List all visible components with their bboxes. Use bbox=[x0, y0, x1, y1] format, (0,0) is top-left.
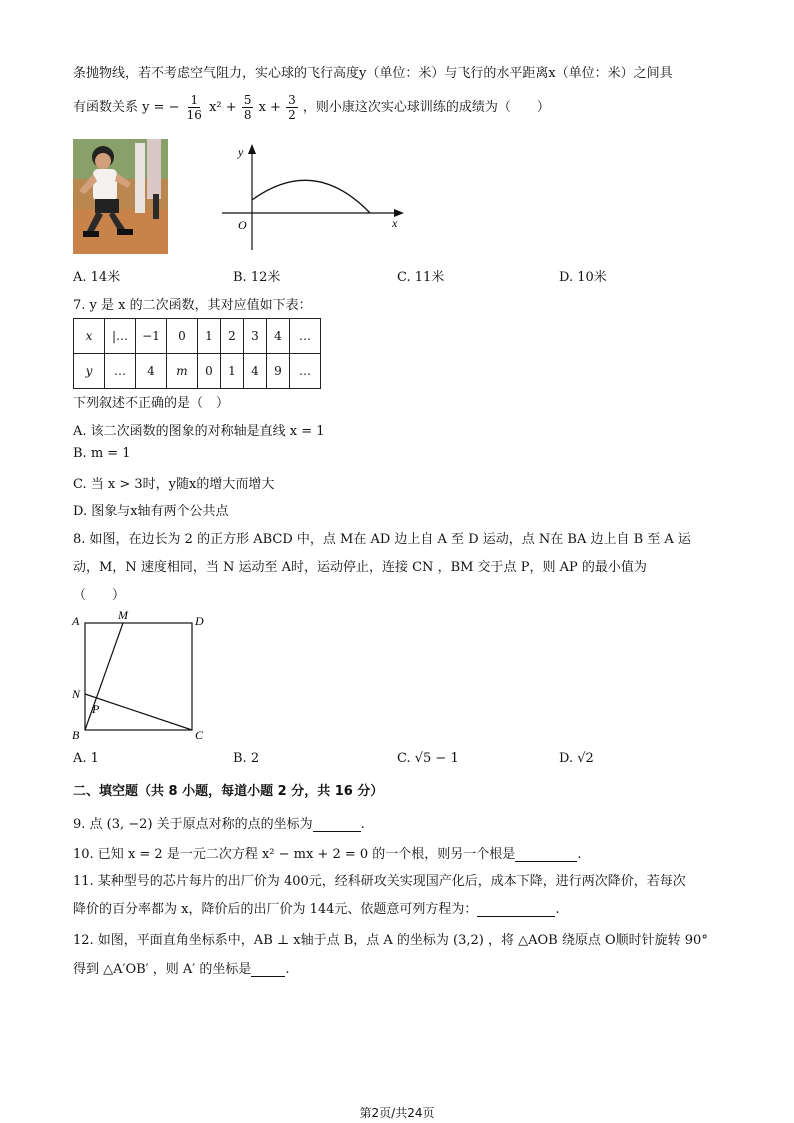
student-photo bbox=[73, 139, 168, 254]
table-cell: y bbox=[74, 354, 105, 389]
q6-line2 bbox=[73, 90, 550, 126]
q9-period: . bbox=[360, 817, 365, 832]
q7-option-a: A. 该二次函数的图象的对称轴是直线 x = 1 bbox=[73, 424, 325, 439]
table-cell: … bbox=[290, 319, 321, 354]
square-diagram bbox=[68, 605, 218, 745]
q12-line2 bbox=[73, 958, 290, 977]
square-abcd bbox=[85, 623, 192, 730]
q7-option-b: B. m = 1 bbox=[73, 446, 131, 461]
q8-option-b: B. 2 bbox=[233, 751, 260, 766]
label-d: D bbox=[195, 614, 204, 628]
q8-option-d: D. √2 bbox=[559, 751, 594, 766]
label-b: B bbox=[72, 728, 80, 742]
table-cell: x bbox=[74, 319, 105, 354]
q12-text: 得到 △A′OB′ ，则 A′ 的坐标是 bbox=[73, 962, 252, 977]
label-a: A bbox=[72, 614, 80, 628]
x-term: x + bbox=[258, 100, 281, 115]
q8-option-c: C. √5 − 1 bbox=[397, 751, 459, 766]
q6-line2-prefix: 有函数关系 y = − bbox=[73, 100, 180, 115]
q7-option-d: D. 图象与x轴有两个公共点 bbox=[73, 504, 229, 519]
section-heading: 二、填空题（共 8 小题，每道小题 2 分，共 16 分） bbox=[73, 784, 384, 799]
graph-x-label: x bbox=[392, 216, 398, 230]
fraction-5-8: $\frac{5}{8}$ bbox=[243, 93, 252, 122]
q6-option-d: D. 10米 bbox=[559, 270, 607, 285]
q12-line1: 12. 如图，平面直角坐标系中，AB ⊥ x轴于点 B，点 A 的坐标为 (3,2) ，将 △AOB 绕原点 O顺时针旋转 90° bbox=[73, 933, 708, 948]
q8-line3: （ ） bbox=[73, 588, 126, 603]
q11-period: . bbox=[555, 902, 560, 917]
fraction-3-2: $\frac{3}{2}$ bbox=[288, 93, 296, 122]
q9-answer-blank[interactable] bbox=[313, 831, 361, 832]
q6-option-a: A. 14米 bbox=[73, 270, 121, 285]
q9-line bbox=[73, 813, 365, 832]
q6-line1: 条抛物线，若不考虑空气阻力，实心球的飞行高度y（单位：米）与飞行的水平距离x（单位：米）之间具 bbox=[73, 66, 673, 81]
q12-period: . bbox=[285, 962, 290, 977]
q8-line2: 动，M，N 速度相同，当 N 运动至 A时，运动停止，连接 CN ，BM 交于点 P，则 AP 的最小值为 bbox=[73, 560, 647, 575]
q10-period: . bbox=[577, 847, 582, 862]
q12-answer-blank[interactable] bbox=[251, 976, 285, 977]
table-cell: 0 bbox=[167, 319, 198, 354]
table-cell: 1 bbox=[221, 354, 244, 389]
q11-answer-blank[interactable] bbox=[477, 916, 555, 917]
table-cell: 4 bbox=[244, 354, 267, 389]
table-cell: 2 bbox=[221, 319, 244, 354]
segment-nc bbox=[85, 694, 192, 730]
table-row-y bbox=[74, 354, 321, 389]
label-m: M bbox=[118, 608, 128, 622]
q6-option-c: C. 11米 bbox=[397, 270, 445, 285]
table-cell: 3 bbox=[244, 319, 267, 354]
q9-text: 9. 点 (3, −2) 关于原点对称的点的坐标为 bbox=[73, 817, 313, 832]
y-axis-arrow-icon bbox=[248, 144, 256, 154]
q6-line2-suffix: ，则小康这次实心球训练的成绩为（ ） bbox=[302, 100, 550, 115]
table-cell: |… bbox=[105, 319, 136, 354]
value-table bbox=[73, 318, 321, 389]
q8-line1: 8. 如图，在边长为 2 的正方形 ABCD 中，点 M在 AD 边上自 A 至 D 运动，点 N在 BA 边上自 B 至 A 运 bbox=[73, 532, 691, 547]
table-row-x bbox=[74, 319, 321, 354]
q6-option-b: B. 12米 bbox=[233, 270, 281, 285]
graph-origin-label: O bbox=[238, 218, 247, 232]
table-cell: 1 bbox=[198, 319, 221, 354]
table-cell: 9 bbox=[267, 354, 290, 389]
page-footer: 第2页/共24页 bbox=[359, 1106, 435, 1120]
table-cell: 4 bbox=[136, 354, 167, 389]
q10-answer-blank[interactable] bbox=[515, 861, 577, 862]
q7-option-c: C. 当 x > 3时，y随x的增大而增大 bbox=[73, 477, 275, 492]
q10-text: 10. 已知 x = 2 是一元二次方程 x² − mx + 2 = 0 的一个根，则另一个根是 bbox=[73, 847, 516, 862]
q7-stem: 7. y 是 x 的二次函数，其对应值如下表： bbox=[73, 298, 312, 313]
segment-bm bbox=[85, 623, 123, 730]
q11-line2 bbox=[73, 898, 560, 917]
x-squared-term: x² + bbox=[209, 100, 237, 115]
q11-line1: 11. 某种型号的芯片每片的出厂价为 400元，经科研攻关实现国产化后，成本下降，进行两次降价，若每次 bbox=[73, 874, 686, 889]
label-c: C bbox=[195, 728, 204, 742]
q10-line bbox=[73, 843, 581, 862]
table-cell: 4 bbox=[267, 319, 290, 354]
table-cell: 0 bbox=[198, 354, 221, 389]
parabola-curve bbox=[252, 180, 370, 213]
label-n: N bbox=[72, 687, 81, 701]
table-cell: m bbox=[167, 354, 198, 389]
q8-option-a: A. 1 bbox=[73, 751, 99, 766]
label-p: P bbox=[92, 702, 100, 716]
table-cell: … bbox=[290, 354, 321, 389]
graph-y-label: y bbox=[238, 145, 244, 159]
table-cell: … bbox=[105, 354, 136, 389]
q7-prompt: 下列叙述不正确的是（ ） bbox=[73, 396, 230, 411]
parabola-graph bbox=[220, 140, 410, 252]
fraction-1-16: $\frac{1}{16}$ bbox=[186, 93, 202, 122]
table-cell: −1 bbox=[136, 319, 167, 354]
q11-text: 降价的百分率都为 x，降价后的出厂价为 144元、依题意可列方程为： bbox=[73, 902, 478, 917]
